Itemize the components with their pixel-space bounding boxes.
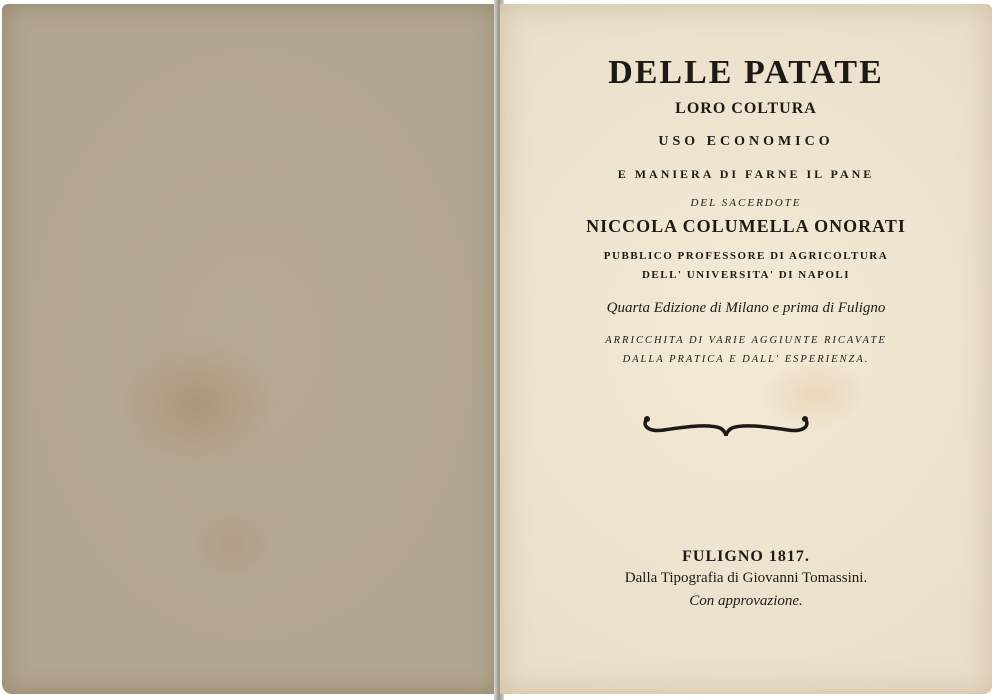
imprint-printer: Dalla Tipografia di Giovanni Tomassini. — [624, 570, 868, 586]
subtitle-line-1: LORO COLTURA — [675, 100, 817, 117]
subtitle-line-2: USO ECONOMICO — [658, 134, 834, 149]
author-name: NICCOLA COLUMELLA ONORATI — [586, 216, 906, 236]
additions-line-2: DALLA PRATICA E DALL' ESPERIENZA. — [622, 354, 870, 365]
imprint-place-year: FULIGNO 1817. — [682, 548, 810, 565]
book-title: DELLE PATATE — [608, 54, 884, 91]
byline: DEL SACERDOTE — [690, 197, 802, 209]
additions-line-1: ARRICCHITA DI VARIE AGGIUNTE RICAVATE — [605, 335, 887, 346]
author-position-1: PUBBLICO PROFESSORE DI AGRICOLTURA — [603, 250, 889, 262]
author-position-2: DELL' UNIVERSITA' DI NAPOLI — [641, 269, 851, 281]
ornament-flourish — [640, 406, 812, 442]
blank-left-page — [2, 4, 498, 694]
edition-statement: Quarta Edizione di Milano e prima di Fuligno — [606, 300, 886, 316]
title-page — [500, 4, 992, 694]
imprint-approval: Con approvazione. — [689, 593, 803, 609]
subtitle-line-3: E MANIERA DI FARNE IL PANE — [617, 167, 875, 181]
